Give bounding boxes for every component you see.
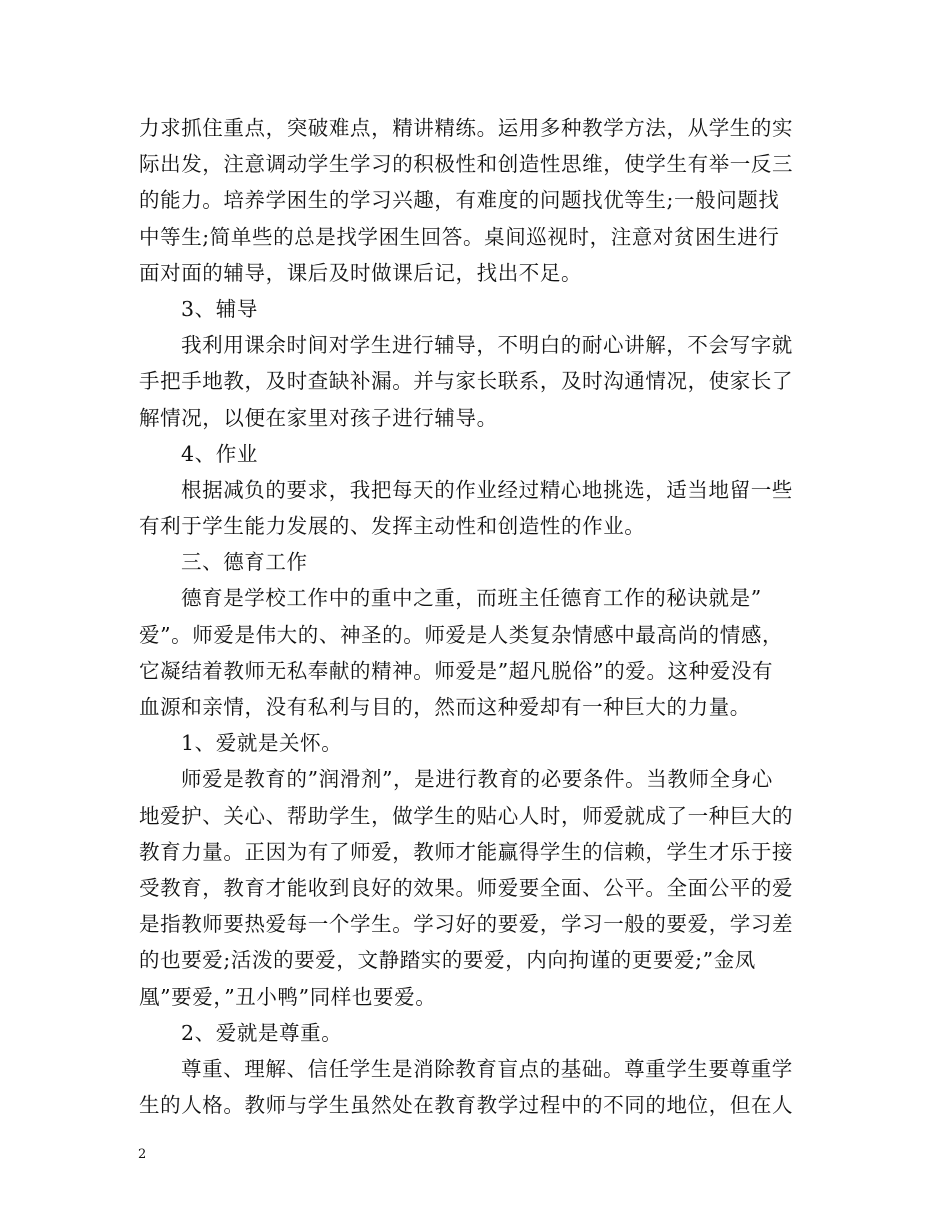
text-line: 德育是学校工作中的重中之重，而班主任德育工作的秘诀就是”	[181, 586, 762, 611]
text-line: 是指教师要热爱每一个学生。学习好的要爱，学习一般的要爱，学习差	[139, 912, 794, 937]
text-line: 面对面的辅导，课后及时做课后记，找出不足。	[139, 260, 583, 285]
text-line: 际出发，注意调动学生学习的积极性和创造性思维，使学生有举一反三	[139, 152, 794, 177]
text-line: 三、德育工作	[181, 550, 308, 575]
text-line: 凰”要爱，”丑小鸭”同样也要爱。	[139, 984, 437, 1009]
text-line: 师爱是教育的”润滑剂”，是进行教育的必要条件。当教师全身心	[181, 767, 773, 792]
text-line: 血源和亲情，没有私利与目的，然而这种爱却有一种巨大的力量。	[139, 695, 751, 719]
text-line: 力求抓住重点，突破难点，精讲精练。运用多种教学方法，从学生的实	[139, 116, 794, 140]
text-line: 中等生;简单些的总是找学困生回答。桌间巡视时，注意对贫困生进行	[139, 224, 780, 249]
text-line: 手把手地教，及时查缺补漏。并与家长联系，及时沟通情况，使家长了	[139, 369, 794, 394]
document-body	[139, 110, 814, 1123]
text-line: 教育力量。正因为有了师爱，教师才能赢得学生的信赖，学生才乐于接	[139, 839, 794, 864]
text-line: 爱”。师爱是伟大的、神圣的。师爱是人类复杂情感中最高尚的情感，	[139, 622, 784, 647]
page-number: 2	[138, 1147, 147, 1162]
text-line: 我利用课余时间对学生进行辅导，不明白的耐心讲解，不会写字就	[181, 333, 793, 358]
text-line: 3、辅导	[181, 296, 258, 321]
text-line: 4、作业	[181, 441, 258, 466]
text-line: 尊重、理解、信任学生是消除教育盲点的基础。尊重学生要尊重学	[181, 1056, 793, 1081]
text-line: 的也要爱;活泼的要爱，文静踏实的要爱，内向拘谨的更要爱;”金凤	[139, 948, 756, 973]
text-line: 1、爱就是关怀。	[181, 731, 343, 756]
text-line: 它凝结着教师无私奉献的精神。师爱是”超凡脱俗”的爱。这种爱没有	[139, 658, 774, 683]
text-line: 地爱护、关心、帮助学生，做学生的贴心人时，师爱就成了一种巨大的	[139, 803, 794, 828]
text-line: 受教育，教育才能收到良好的效果。师爱要全面、公平。全面公平的爱	[139, 875, 794, 900]
text-line: 2、爱就是尊重。	[181, 1020, 343, 1045]
text-line: 的能力。培养学困生的学习兴趣，有难度的问题找优等生;一般问题找	[139, 188, 780, 213]
text-line: 解情况，以便在家里对孩子进行辅导。	[139, 405, 498, 430]
text-line: 根据减负的要求，我把每天的作业经过精心地挑选，适当地留一些	[181, 477, 793, 502]
text-line: 生的人格。教师与学生虽然处在教育教学过程中的不同的地位，但在人	[139, 1093, 794, 1118]
text-line: 有利于学生能力发展的、发挥主动性和创造性的作业。	[139, 514, 646, 539]
